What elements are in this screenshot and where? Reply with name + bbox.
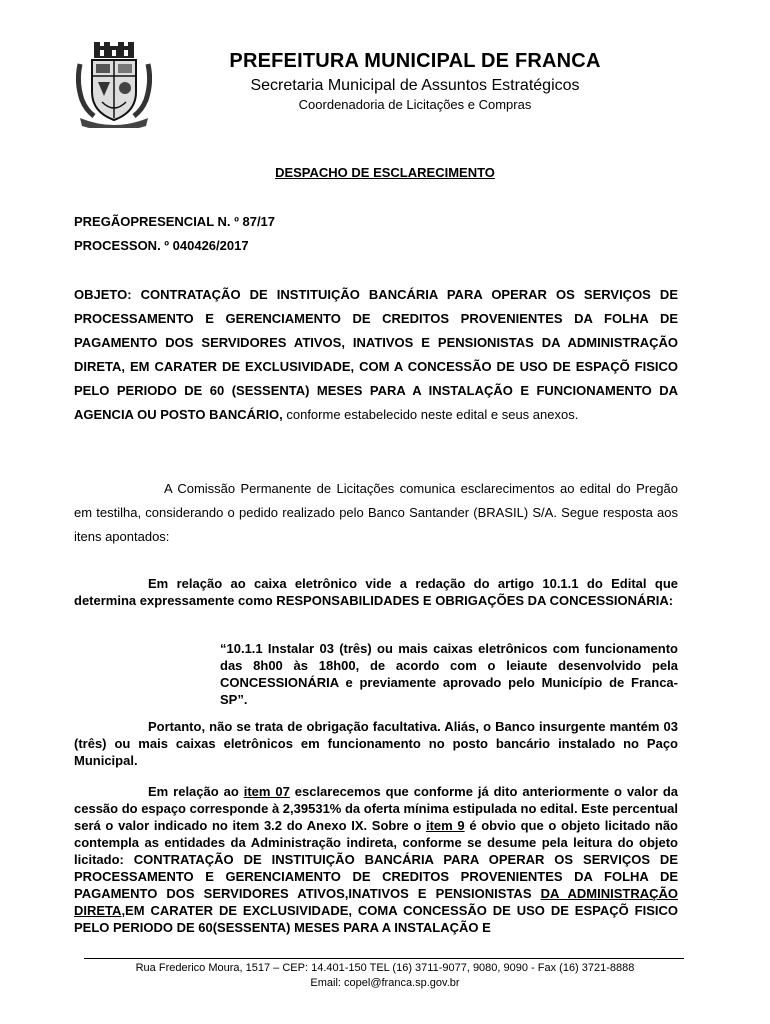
paragraph-portanto xyxy=(74,718,678,769)
administracao-direta-ref: DA ADMINISTRAÇÃO DIRETA xyxy=(74,886,679,918)
item-07-ref: item 07 xyxy=(243,784,290,799)
document-title: DESPACHO DE ESCLARECIMENTO xyxy=(275,165,495,180)
objeto-label: OBJETO: xyxy=(74,287,132,302)
pregao-number: PREGÃOPRESENCIAL N. º 87/17 xyxy=(74,214,276,229)
paragraph-caixa-eletronico xyxy=(74,575,678,609)
intro-paragraph xyxy=(74,477,678,549)
item-9-ref: item 9 xyxy=(425,818,465,833)
p3-d: ,EM CARATER DE EXCLUSIVIDADE, COMA CONCESSÃO DE USO DE ESPAÇÕ FISICO PELO PERIODO DE 60(SESSENTA) MESES PARA A INSTALAÇÃO E xyxy=(74,903,678,935)
p3-b: esclarecemos que conforme já dito anteriormente o valor da cessão do espaço corresponde à 2,39531% da oferta mínima estipulada no edital. Este percentual será o valor indicado no item 3.2 do Anexo IX. Sobre o xyxy=(74,784,678,833)
secretaria-subtitle: Secretaria Municipal de Assuntos Estratégicos xyxy=(250,77,580,94)
intro-text: A Comissão Permanente de Licitações comunica esclarecimentos ao edital do Pregão em testilha, considerando o pedido realizado pelo Banco Santander (BRASIL) S/A. Segue resposta aos itens apontados: xyxy=(74,481,678,544)
paragraph-item-07 xyxy=(74,783,678,936)
objeto-tail: conforme estabelecido neste edital e seus anexos. xyxy=(282,407,579,422)
p3-c: é obvio que o objeto licitado não contempla as entidades da Administração indireta, conforme se desume pela leitura do objeto licitado: CONTRATAÇÃO DE INSTITUIÇÃO BANCÁRIA PARA OPERAR OS SERVIÇOS DE PROCESSAMENTO E GERENCIAMENTO DE CREDITOS PROVENIENTES DA FOLHA DE PAGAMENTO DOS SERVIDORES ATIVOS,INATIVOS E PENSIONISTAS xyxy=(74,818,679,901)
p3-a: Em relação ao xyxy=(148,784,244,799)
footer-divider xyxy=(84,958,684,959)
footer-address: Rua Frederico Moura, 1517 – CEP: 14.401-150 TEL (16) 3711-9077, 9080, 9090 - Fax (16) 3721-8888 xyxy=(135,962,635,974)
p2-text: Portanto, não se trata de obrigação facultativa. Aliás, o Banco insurgente mantém 03 (três) ou mais caixas eletrônicos em funcionamento no posto bancário instalado no Paço Municipal. xyxy=(74,719,678,768)
p1-text: Em relação ao caixa eletrônico vide a redação do artigo 10.1.1 do Edital que determina expressamente como RESPONSABILIDADES E OBRIGAÇÕES DA CONCESSIONÁRIA: xyxy=(74,576,678,608)
footer-email: Email: copel@franca.sp.gov.br xyxy=(310,977,460,989)
objeto-text: CONTRATAÇÃO DE INSTITUIÇÃO BANCÁRIA PARA OPERAR OS SERVIÇOS DE PROCESSAMENTO E GERENCIAMENTO DE CREDITOS PROVENIENTES DA FOLHA DE PAGAMENTO DOS SERVIDORES ATIVOS, INATIVOS E PENSIONISTAS DA ADMINISTRAÇÃO DIRETA, EM CARATER DE EXCLUSIVIDADE, COM A CONCESSÃO DE USO DE ESPAÇÕ FISICO PELO PERIODO DE 60 (SESSENTA) MESES PARA A INSTALAÇÃO E FUNCIONAMENTO DA AGENCIA OU POSTO BANCÁRIO, xyxy=(74,287,678,422)
page-title: PREFEITURA MUNICIPAL DE FRANCA xyxy=(229,50,601,72)
processo-number: PROCESSON. º 040426/2017 xyxy=(74,238,249,253)
objeto-paragraph xyxy=(74,283,678,427)
edital-quote: “10.1.1 Instalar 03 (três) ou mais caixas eletrônicos com funcionamento das 8h00 às 18h00, de acordo com o leiaute desenvolvido pela CONCESSIONÁRIA e previamente aprovado pelo Município de Franca-SP”. xyxy=(220,641,678,707)
coordenadoria-subtitle: Coordenadoria de Licitações e Compras xyxy=(298,97,532,112)
